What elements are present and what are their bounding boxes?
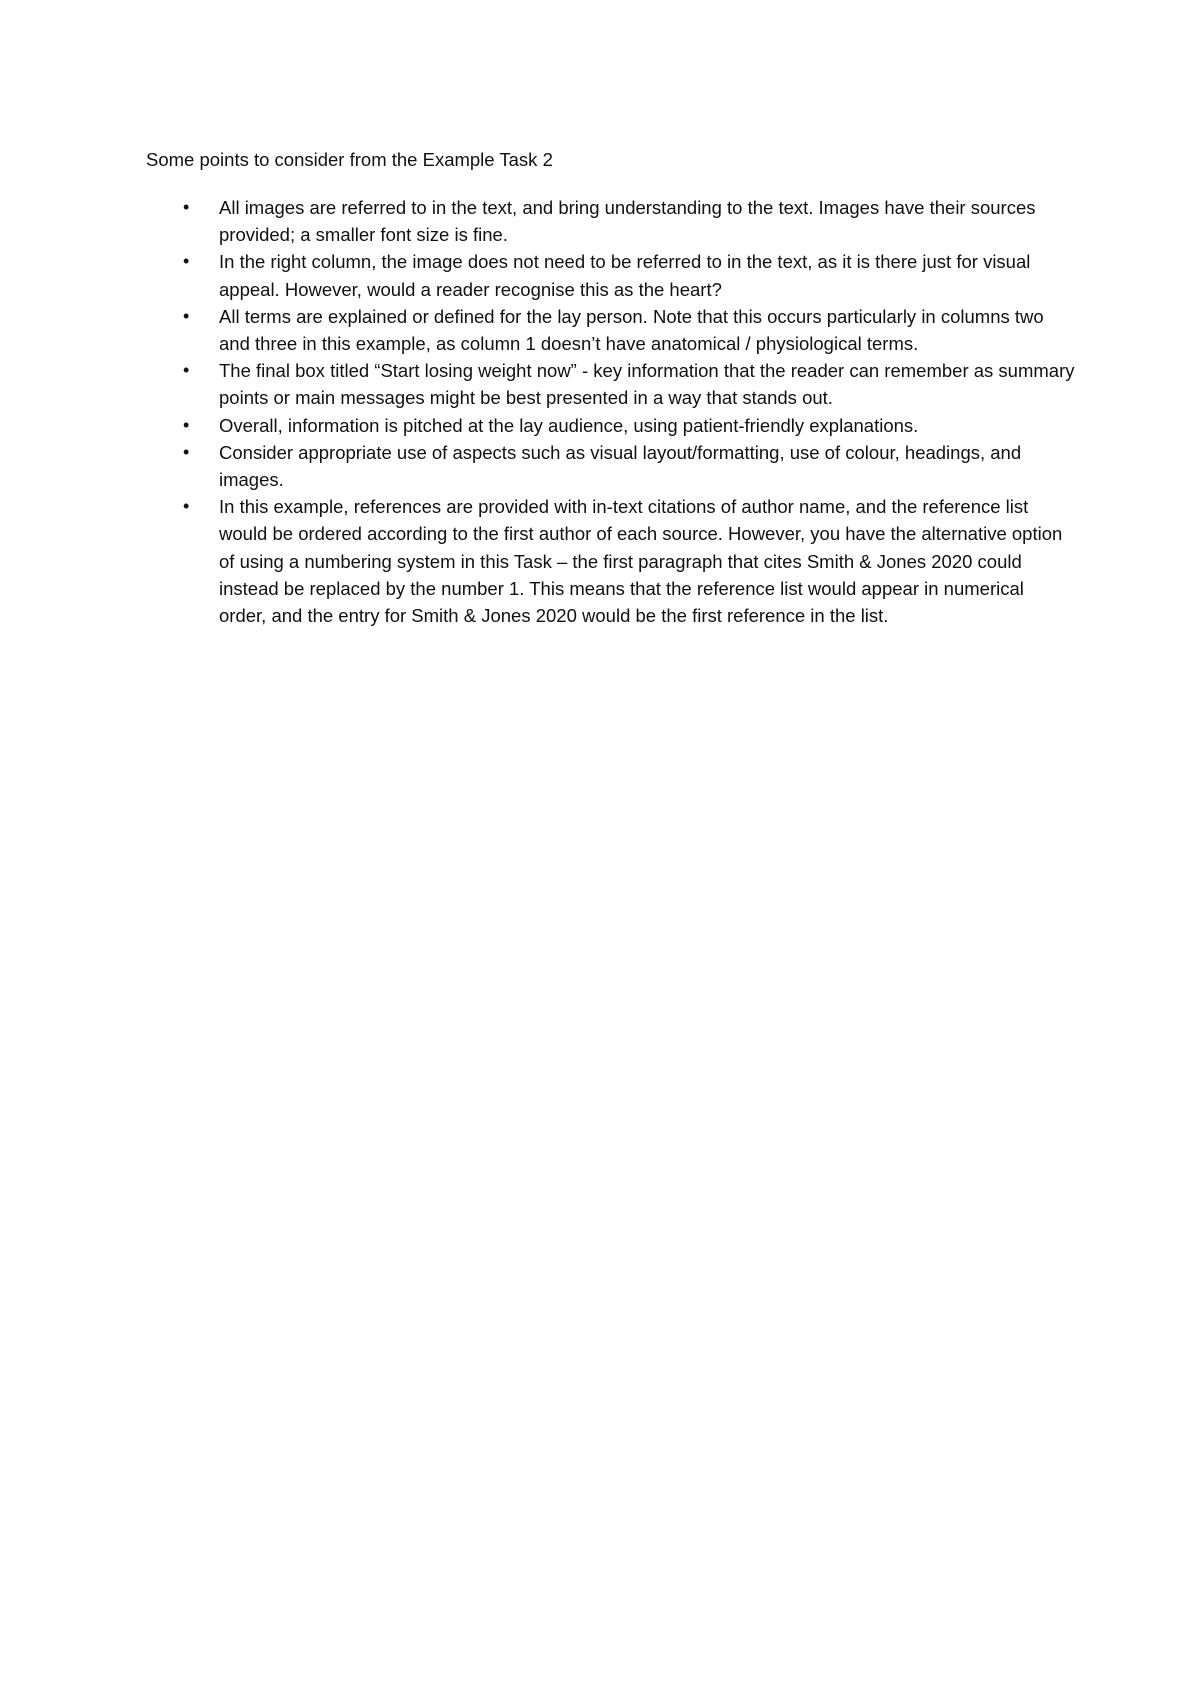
point-text: In the right column, the image does not need to be referred to in the text, as it is there just for visual appeal. However, would a reader recognise this as the heart?	[219, 251, 1031, 300]
list-item	[146, 357, 1076, 411]
list-item	[146, 439, 1076, 493]
list-item	[146, 412, 1076, 439]
bullet-icon: •	[183, 360, 190, 381]
bullet-icon: •	[183, 305, 190, 326]
bullet-icon: •	[183, 441, 190, 462]
bullet-icon: •	[183, 251, 190, 272]
document-heading: Some points to consider from the Example Task 2	[146, 149, 553, 170]
bullet-icon: •	[183, 496, 190, 517]
point-text: All terms are explained or defined for the lay person. Note that this occurs particularly in columns two and three in this example, as column 1 doesn’t have anatomical / physiological terms.	[219, 305, 1044, 355]
points-list	[146, 194, 1076, 629]
point-text: In this example, references are provided with in-text citations of author name, and the reference list would be ordered according to the first author of each source. However, you have the alternative option of using a numbering system in this Task – the first paragraph that cites Smith & Jones 2020 could instead be replaced by the number 1. This means that the reference list would appear in numerical order, and the entry for Smith & Jones 2020 would be the first reference in the list.	[219, 496, 1063, 627]
list-item	[146, 303, 1076, 357]
list-item	[146, 493, 1076, 629]
list-item	[146, 194, 1076, 248]
point-text: All images are referred to in the text, and bring understanding to the text. Images have their sources provided; a smaller font size is fine.	[219, 197, 1036, 246]
point-text: The final box titled “Start losing weight now” - key information that the reader can remember as summary points or main messages might be best presented in a way that stands out.	[219, 360, 1075, 409]
bullet-icon: •	[183, 414, 190, 435]
list-item	[146, 248, 1076, 302]
document-content	[146, 146, 1076, 629]
point-text: Overall, information is pitched at the lay audience, using patient-friendly explanations.	[219, 414, 919, 436]
point-text: Consider appropriate use of aspects such as visual layout/formatting, use of colour, headings, and images.	[219, 441, 1022, 491]
bullet-icon: •	[183, 197, 190, 217]
